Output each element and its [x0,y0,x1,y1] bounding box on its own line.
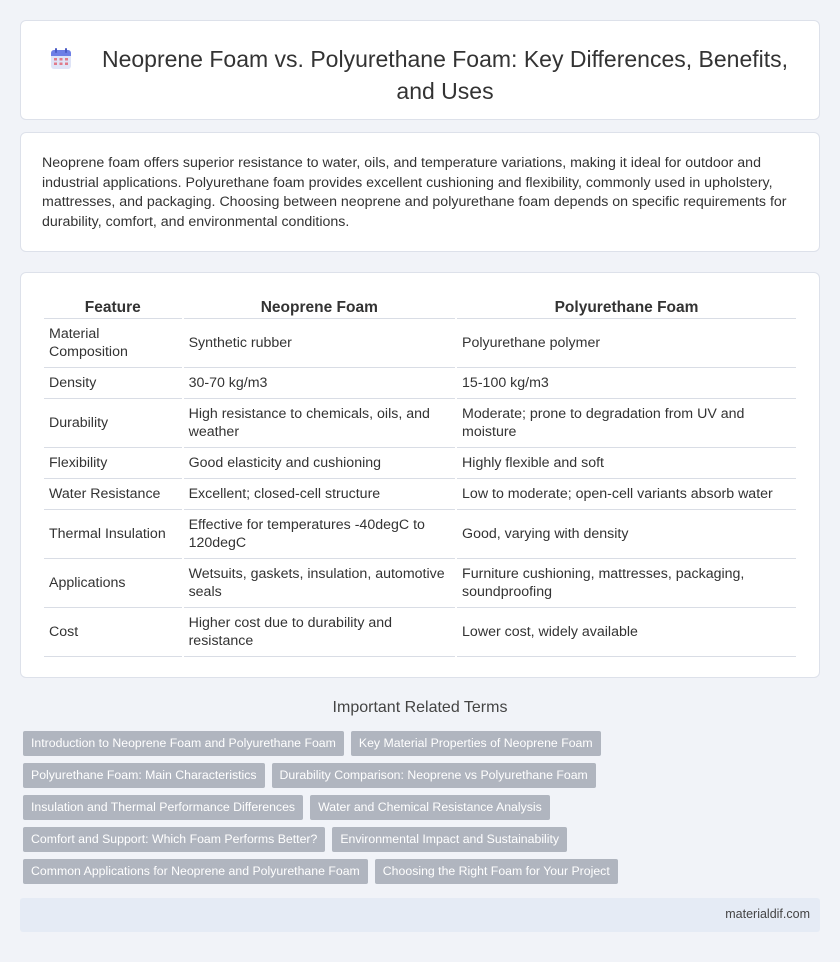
cell-feature: Water Resistance [44,479,182,510]
related-term-tag[interactable]: Common Applications for Neoprene and Polyurethane Foam [23,859,368,884]
cell-neoprene: Effective for temperatures -40degC to 120degC [184,510,455,559]
cell-feature: Material Composition [44,319,182,368]
cell-neoprene: Synthetic rubber [184,319,455,368]
cell-feature: Thermal Insulation [44,510,182,559]
cell-polyurethane: Moderate; prone to degradation from UV and moisture [457,399,796,448]
cell-neoprene: Excellent; closed-cell structure [184,479,455,510]
cell-polyurethane: 15-100 kg/m3 [457,368,796,399]
related-term-tag[interactable]: Introduction to Neoprene Foam and Polyurethane Foam [23,731,344,756]
related-term-tag[interactable]: Insulation and Thermal Performance Differences [23,795,303,820]
header-neoprene: Neoprene Foam [184,296,455,319]
intro-paragraph: Neoprene foam offers superior resistance to water, oils, and temperature variations, making it ideal for outdoor and industrial applications. Polyurethane foam provides excellent cushioning and flexibility, commonly used in upholstery, mattresses, and packaging. Choosing between neoprene and polyurethane foam depends on specific requirements for durability, comfort, and environmental conditions. [42,155,787,230]
cell-polyurethane: Polyurethane polymer [457,319,796,368]
table-row [44,559,796,608]
cell-neoprene: Wetsuits, gaskets, insulation, automotive seals [184,559,455,608]
related-terms-heading: Important Related Terms [332,699,508,716]
footer [20,898,820,932]
page-title: Neoprene Foam vs. Polyurethane Foam: Key Differences, Benefits, and Uses [101,46,789,104]
cell-feature: Flexibility [44,448,182,479]
related-term-tag[interactable]: Choosing the Right Foam for Your Project [375,859,618,884]
cell-feature: Applications [44,559,182,608]
related-terms-list [23,731,823,891]
related-term-tag[interactable]: Polyurethane Foam: Main Characteristics [23,763,265,788]
related-term-tag[interactable]: Environmental Impact and Sustainability [332,827,567,852]
table-row [44,399,796,448]
table-row [44,319,796,368]
header-feature: Feature [44,296,182,319]
footer-site-link[interactable]: materialdif.com [725,907,810,921]
cell-feature: Cost [44,608,182,657]
table-row [44,510,796,559]
comparison-card [20,272,820,678]
header-polyurethane: Polyurethane Foam [457,296,796,319]
cell-feature: Durability [44,399,182,448]
cell-polyurethane: Furniture cushioning, mattresses, packaging, soundproofing [457,559,796,608]
cell-neoprene: 30-70 kg/m3 [184,368,455,399]
cell-neoprene: Good elasticity and cushioning [184,448,455,479]
cell-polyurethane: Highly flexible and soft [457,448,796,479]
related-term-tag[interactable]: Water and Chemical Resistance Analysis [310,795,550,820]
related-term-tag[interactable]: Comfort and Support: Which Foam Performs Better? [23,827,325,852]
table-row [44,479,796,510]
related-term-tag[interactable]: Durability Comparison: Neoprene vs Polyurethane Foam [272,763,596,788]
comparison-table [42,296,798,657]
table-row [44,608,796,657]
cell-feature: Density [44,368,182,399]
table-row [44,368,796,399]
cell-polyurethane: Lower cost, widely available [457,608,796,657]
related-term-tag[interactable]: Key Material Properties of Neoprene Foam [351,731,601,756]
table-header-row [44,296,796,319]
header-card [20,20,820,120]
intro-card [20,132,820,252]
cell-polyurethane: Low to moderate; open-cell variants absorb water [457,479,796,510]
cell-polyurethane: Good, varying with density [457,510,796,559]
table-row [44,448,796,479]
cell-neoprene: Higher cost due to durability and resistance [184,608,455,657]
cell-neoprene: High resistance to chemicals, oils, and weather [184,399,455,448]
